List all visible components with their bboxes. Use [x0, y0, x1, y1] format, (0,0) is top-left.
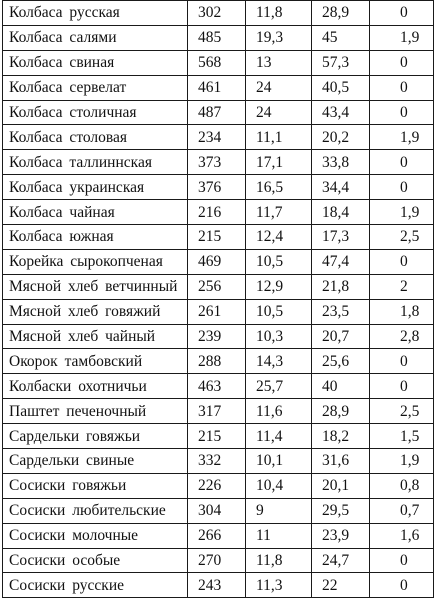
product-name-cell: Колбаса южная	[3, 225, 188, 250]
calories-cell: 485	[188, 25, 246, 50]
table-row	[3, 25, 434, 50]
table-row	[3, 399, 434, 424]
product-name-cell: Сардельки свиные	[3, 449, 188, 474]
table-row	[3, 274, 434, 299]
table-row	[3, 349, 434, 374]
protein-cell: 17,1	[246, 150, 312, 175]
protein-cell: 11,8	[246, 1, 312, 26]
table-row	[3, 449, 434, 474]
table-row	[3, 498, 434, 523]
product-name-cell: Корейка сырокопченая	[3, 249, 188, 274]
carbs-cell: 0	[370, 50, 434, 75]
fat-cell: 31,6	[312, 449, 370, 474]
carbs-cell: 1,5	[370, 424, 434, 449]
table-row	[3, 75, 434, 100]
protein-cell: 12,4	[246, 225, 312, 250]
carbs-cell: 1,9	[370, 125, 434, 150]
nutrition-table	[2, 0, 434, 598]
fat-cell: 40,5	[312, 75, 370, 100]
carbs-cell: 0	[370, 349, 434, 374]
fat-cell: 57,3	[312, 50, 370, 75]
product-name-cell: Колбаса салями	[3, 25, 188, 50]
product-name-cell: Колбаса столовая	[3, 125, 188, 150]
product-name-cell: Колбаса украинская	[3, 175, 188, 200]
table-row	[3, 50, 434, 75]
product-name-cell: Паштет печеночный	[3, 399, 188, 424]
product-name-cell: Мясной хлеб ветчинный	[3, 274, 188, 299]
carbs-cell: 0	[370, 573, 434, 598]
table-row	[3, 200, 434, 225]
calories-cell: 234	[188, 125, 246, 150]
protein-cell: 16,5	[246, 175, 312, 200]
fat-cell: 28,9	[312, 399, 370, 424]
table-row	[3, 424, 434, 449]
protein-cell: 24	[246, 75, 312, 100]
calories-cell: 568	[188, 50, 246, 75]
protein-cell: 11,3	[246, 573, 312, 598]
carbs-cell: 1,6	[370, 523, 434, 548]
calories-cell: 226	[188, 473, 246, 498]
product-name-cell: Окорок тамбовский	[3, 349, 188, 374]
carbs-cell: 0	[370, 1, 434, 26]
protein-cell: 24	[246, 100, 312, 125]
carbs-cell: 1,8	[370, 299, 434, 324]
product-name-cell: Сосиски говяжьи	[3, 473, 188, 498]
product-name-cell: Колбаса сервелат	[3, 75, 188, 100]
fat-cell: 23,5	[312, 299, 370, 324]
table-row	[3, 175, 434, 200]
product-name-cell: Колбаса столичная	[3, 100, 188, 125]
calories-cell: 243	[188, 573, 246, 598]
carbs-cell: 2,5	[370, 225, 434, 250]
product-name-cell: Мясной хлеб чайный	[3, 324, 188, 349]
fat-cell: 24,7	[312, 548, 370, 573]
calories-cell: 469	[188, 249, 246, 274]
protein-cell: 11,4	[246, 424, 312, 449]
carbs-cell: 0,7	[370, 498, 434, 523]
protein-cell: 11	[246, 523, 312, 548]
carbs-cell: 0	[370, 249, 434, 274]
protein-cell: 11,8	[246, 548, 312, 573]
calories-cell: 304	[188, 498, 246, 523]
table-row	[3, 374, 434, 399]
table-row	[3, 100, 434, 125]
protein-cell: 9	[246, 498, 312, 523]
protein-cell: 14,3	[246, 349, 312, 374]
calories-cell: 215	[188, 225, 246, 250]
table-row	[3, 324, 434, 349]
carbs-cell: 1,9	[370, 200, 434, 225]
table-row	[3, 249, 434, 274]
calories-cell: 215	[188, 424, 246, 449]
protein-cell: 10,5	[246, 299, 312, 324]
fat-cell: 25,6	[312, 349, 370, 374]
calories-cell: 487	[188, 100, 246, 125]
table-row	[3, 125, 434, 150]
carbs-cell: 2,8	[370, 324, 434, 349]
protein-cell: 25,7	[246, 374, 312, 399]
calories-cell: 239	[188, 324, 246, 349]
product-name-cell: Сосиски молочные	[3, 523, 188, 548]
carbs-cell: 0	[370, 374, 434, 399]
carbs-cell: 0	[370, 150, 434, 175]
carbs-cell: 0	[370, 100, 434, 125]
calories-cell: 288	[188, 349, 246, 374]
protein-cell: 11,1	[246, 125, 312, 150]
carbs-cell: 2,5	[370, 399, 434, 424]
calories-cell: 373	[188, 150, 246, 175]
table-body	[3, 1, 434, 598]
fat-cell: 20,2	[312, 125, 370, 150]
product-name-cell: Сосиски русские	[3, 573, 188, 598]
calories-cell: 261	[188, 299, 246, 324]
fat-cell: 17,3	[312, 225, 370, 250]
product-name-cell: Колбаса русская	[3, 1, 188, 26]
calories-cell: 302	[188, 1, 246, 26]
fat-cell: 21,8	[312, 274, 370, 299]
fat-cell: 18,4	[312, 200, 370, 225]
protein-cell: 10,3	[246, 324, 312, 349]
product-name-cell: Сардельки говяжьи	[3, 424, 188, 449]
fat-cell: 23,9	[312, 523, 370, 548]
calories-cell: 376	[188, 175, 246, 200]
calories-cell: 216	[188, 200, 246, 225]
fat-cell: 40	[312, 374, 370, 399]
product-name-cell: Колбаса чайная	[3, 200, 188, 225]
calories-cell: 463	[188, 374, 246, 399]
carbs-cell: 2	[370, 274, 434, 299]
protein-cell: 10,1	[246, 449, 312, 474]
product-name-cell: Колбаса свиная	[3, 50, 188, 75]
table-row	[3, 473, 434, 498]
calories-cell: 317	[188, 399, 246, 424]
calories-cell: 461	[188, 75, 246, 100]
table-row	[3, 548, 434, 573]
fat-cell: 43,4	[312, 100, 370, 125]
protein-cell: 10,4	[246, 473, 312, 498]
fat-cell: 28,9	[312, 1, 370, 26]
product-name-cell: Колбаски охотничьи	[3, 374, 188, 399]
product-name-cell: Сосиски особые	[3, 548, 188, 573]
calories-cell: 332	[188, 449, 246, 474]
fat-cell: 45	[312, 25, 370, 50]
carbs-cell: 1,9	[370, 449, 434, 474]
fat-cell: 33,8	[312, 150, 370, 175]
fat-cell: 20,7	[312, 324, 370, 349]
protein-cell: 12,9	[246, 274, 312, 299]
protein-cell: 13	[246, 50, 312, 75]
product-name-cell: Мясной хлеб говяжий	[3, 299, 188, 324]
fat-cell: 47,4	[312, 249, 370, 274]
fat-cell: 34,4	[312, 175, 370, 200]
carbs-cell: 0	[370, 175, 434, 200]
carbs-cell: 0,8	[370, 473, 434, 498]
fat-cell: 18,2	[312, 424, 370, 449]
table-row	[3, 1, 434, 26]
fat-cell: 29,5	[312, 498, 370, 523]
protein-cell: 10,5	[246, 249, 312, 274]
fat-cell: 20,1	[312, 473, 370, 498]
table-row	[3, 573, 434, 598]
carbs-cell: 0	[370, 548, 434, 573]
product-name-cell: Колбаса таллиннская	[3, 150, 188, 175]
table-row	[3, 150, 434, 175]
fat-cell: 22	[312, 573, 370, 598]
calories-cell: 270	[188, 548, 246, 573]
carbs-cell: 0	[370, 75, 434, 100]
product-name-cell: Сосиски любительские	[3, 498, 188, 523]
protein-cell: 11,6	[246, 399, 312, 424]
calories-cell: 256	[188, 274, 246, 299]
table-row	[3, 523, 434, 548]
table-row	[3, 225, 434, 250]
protein-cell: 19,3	[246, 25, 312, 50]
carbs-cell: 1,9	[370, 25, 434, 50]
calories-cell: 266	[188, 523, 246, 548]
protein-cell: 11,7	[246, 200, 312, 225]
table-row	[3, 299, 434, 324]
